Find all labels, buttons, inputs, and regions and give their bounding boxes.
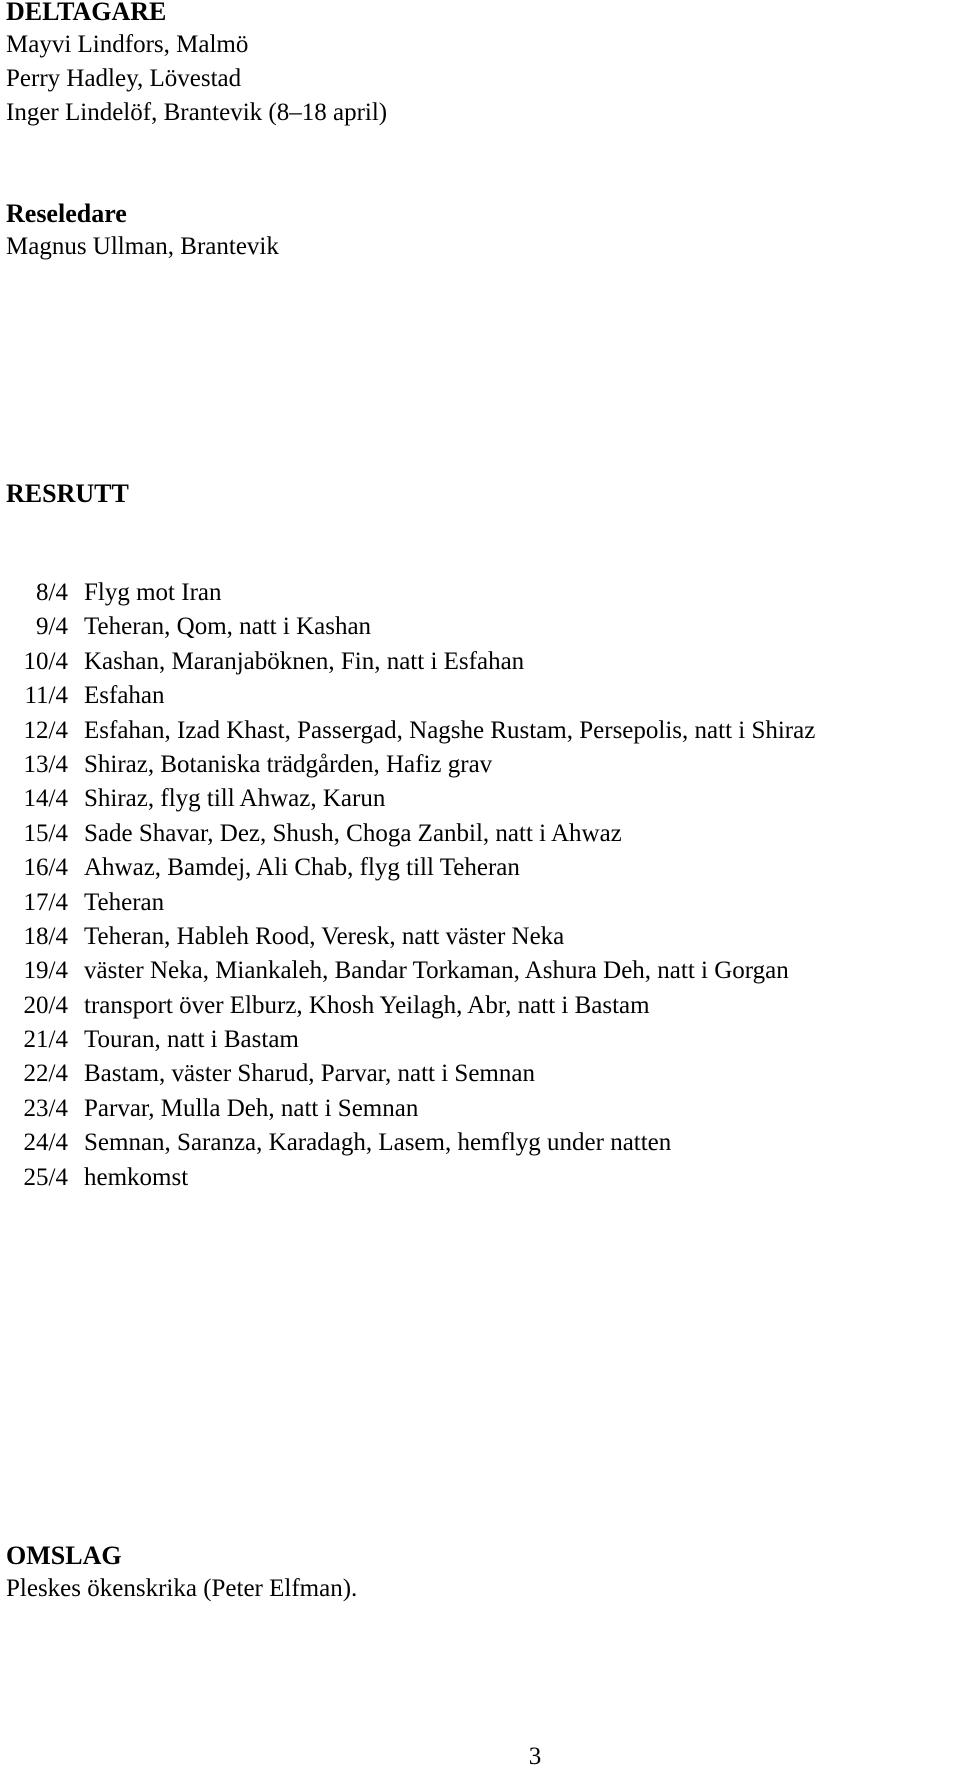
route-date: 15/4 <box>23 819 68 847</box>
route-day <box>0 748 815 782</box>
route-date: 17/4 <box>23 888 68 916</box>
route-day <box>0 886 815 920</box>
route-date: 23/4 <box>23 1094 68 1122</box>
route-date: 21/4 <box>23 1026 68 1054</box>
route-day <box>0 1126 815 1160</box>
route-date: 9/4 <box>36 613 68 641</box>
route-description: Shiraz, flyg till Ahwaz, Karun <box>84 785 386 813</box>
route-date: 13/4 <box>23 750 68 778</box>
cover-section <box>6 1540 357 1606</box>
route-description: Sade Shavar, Dez, Shush, Choga Zanbil, natt i Ahwaz <box>84 819 622 847</box>
route-date: 20/4 <box>23 991 68 1019</box>
leader-name: Magnus Ullman, Brantevik <box>6 233 279 260</box>
route-day <box>0 576 815 610</box>
route-section <box>6 478 129 510</box>
cover-heading: OMSLAG <box>6 1541 122 1570</box>
route-date: 14/4 <box>23 785 68 813</box>
route-description: Bastam, väster Sharud, Parvar, natt i Semnan <box>84 1060 535 1088</box>
route-description: transport över Elburz, Khosh Yeilagh, Abr, natt i Bastam <box>84 991 650 1019</box>
route-description: Kashan, Maranjaböknen, Fin, natt i Esfahan <box>84 647 525 675</box>
cover-text: Pleskes ökenskrika (Peter Elfman). <box>6 1575 358 1602</box>
route-date: 12/4 <box>23 716 68 744</box>
route-day <box>0 817 815 851</box>
route-date: 8/4 <box>36 579 68 606</box>
route-description: Parvar, Mulla Deh, natt i Semnan <box>84 1094 419 1122</box>
route-description: hemkomst <box>84 1163 189 1191</box>
route-date: 24/4 <box>23 1129 68 1157</box>
route-date: 22/4 <box>23 1060 68 1088</box>
route-day <box>0 714 815 748</box>
page-number: 3 <box>528 1743 542 1770</box>
leader-section <box>6 198 279 264</box>
route-day <box>0 782 815 816</box>
route-description: Teheran, Qom, natt i Kashan <box>84 613 372 641</box>
route-heading: RESRUTT <box>6 479 129 508</box>
participants-section <box>6 0 387 130</box>
route-date: 18/4 <box>23 922 68 950</box>
route-day <box>0 920 815 954</box>
participant-name: Inger Lindelöf, Brantevik (8–18 april) <box>6 99 388 126</box>
route-description: Teheran <box>84 888 165 916</box>
participant-name: Mayvi Lindfors, Malmö <box>6 31 249 58</box>
route-day <box>0 679 815 713</box>
route-date: 25/4 <box>23 1163 68 1191</box>
route-date: 19/4 <box>23 957 68 985</box>
route-description: Shiraz, Botaniska trädgården, Hafiz grav <box>84 750 493 778</box>
leader-heading: Reseledare <box>6 199 127 228</box>
route-date: 11/4 <box>24 682 68 710</box>
route-date: 10/4 <box>23 647 68 675</box>
participant-name: Perry Hadley, Lövestad <box>6 65 242 92</box>
route-description: Ahwaz, Bamdej, Ali Chab, flyg till Teheran <box>84 854 520 882</box>
route-day <box>0 851 815 885</box>
route-day <box>0 645 815 679</box>
route-date: 16/4 <box>23 854 68 882</box>
route-description: Flyg mot Iran <box>84 579 222 606</box>
route-description: Esfahan, Izad Khast, Passergad, Nagshe Rustam, Persepolis, natt i Shiraz <box>84 716 816 744</box>
route-description: väster Neka, Miankaleh, Bandar Torkaman, Ashura Deh, natt i Gorgan <box>84 957 789 985</box>
route-day <box>0 1092 815 1126</box>
route-day <box>0 1161 815 1195</box>
route-day <box>0 954 815 988</box>
route-description: Touran, natt i Bastam <box>84 1026 299 1054</box>
route-list <box>0 576 815 1195</box>
route-day <box>0 989 815 1023</box>
route-description: Semnan, Saranza, Karadagh, Lasem, hemflyg under natten <box>84 1129 672 1157</box>
route-day <box>0 1057 815 1091</box>
route-day <box>0 610 815 644</box>
route-day <box>0 1023 815 1057</box>
participants-heading: DELTAGARE <box>6 0 167 26</box>
route-description: Esfahan <box>84 682 165 710</box>
route-description: Teheran, Hableh Rood, Veresk, natt väster Neka <box>84 922 565 950</box>
